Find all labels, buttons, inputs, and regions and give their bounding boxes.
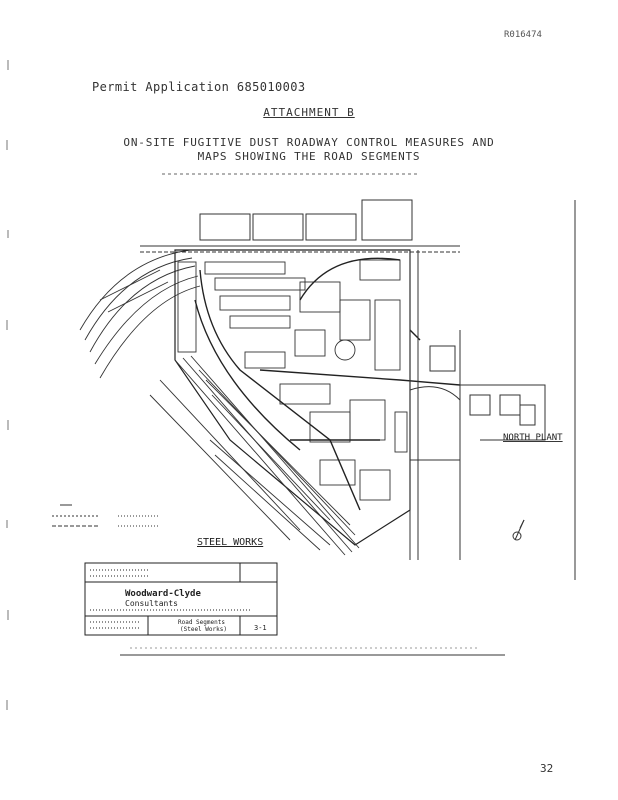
- rail-lines-west: [80, 250, 200, 378]
- north-plant-area: [410, 250, 545, 560]
- title-block-company: Woodward-Clyde: [125, 589, 201, 599]
- title-block-company-sub: Consultants: [125, 599, 178, 608]
- title-block-drawing-title-1: Road Segments: [178, 619, 225, 626]
- title-block-drawing-title-2: (Steel Works): [180, 626, 227, 633]
- page-number: 32: [540, 762, 554, 775]
- north-arrow-icon: [513, 520, 524, 540]
- north-parcels: [140, 200, 460, 252]
- plant-outline: [175, 250, 410, 545]
- map-legend: [52, 505, 160, 526]
- north-plant-label: NORTH PLANT: [503, 433, 563, 443]
- attachment-title: ATTACHMENT B: [263, 106, 355, 119]
- rail-yard-south: [150, 356, 359, 555]
- heading-line-1: ON-SITE FUGITIVE DUST ROADWAY CONTROL MEASURES AND: [123, 136, 495, 149]
- heading-line-2: MAPS SHOWING THE ROAD SEGMENTS: [197, 150, 421, 163]
- permit-application-line: Permit Application 685010003: [92, 80, 306, 94]
- document-id: R016474: [504, 30, 542, 40]
- title-block-figure-no: 3-1: [254, 624, 267, 632]
- steel-works-label: STEEL WORKS: [197, 537, 264, 548]
- scan-edge-marks: [7, 60, 8, 710]
